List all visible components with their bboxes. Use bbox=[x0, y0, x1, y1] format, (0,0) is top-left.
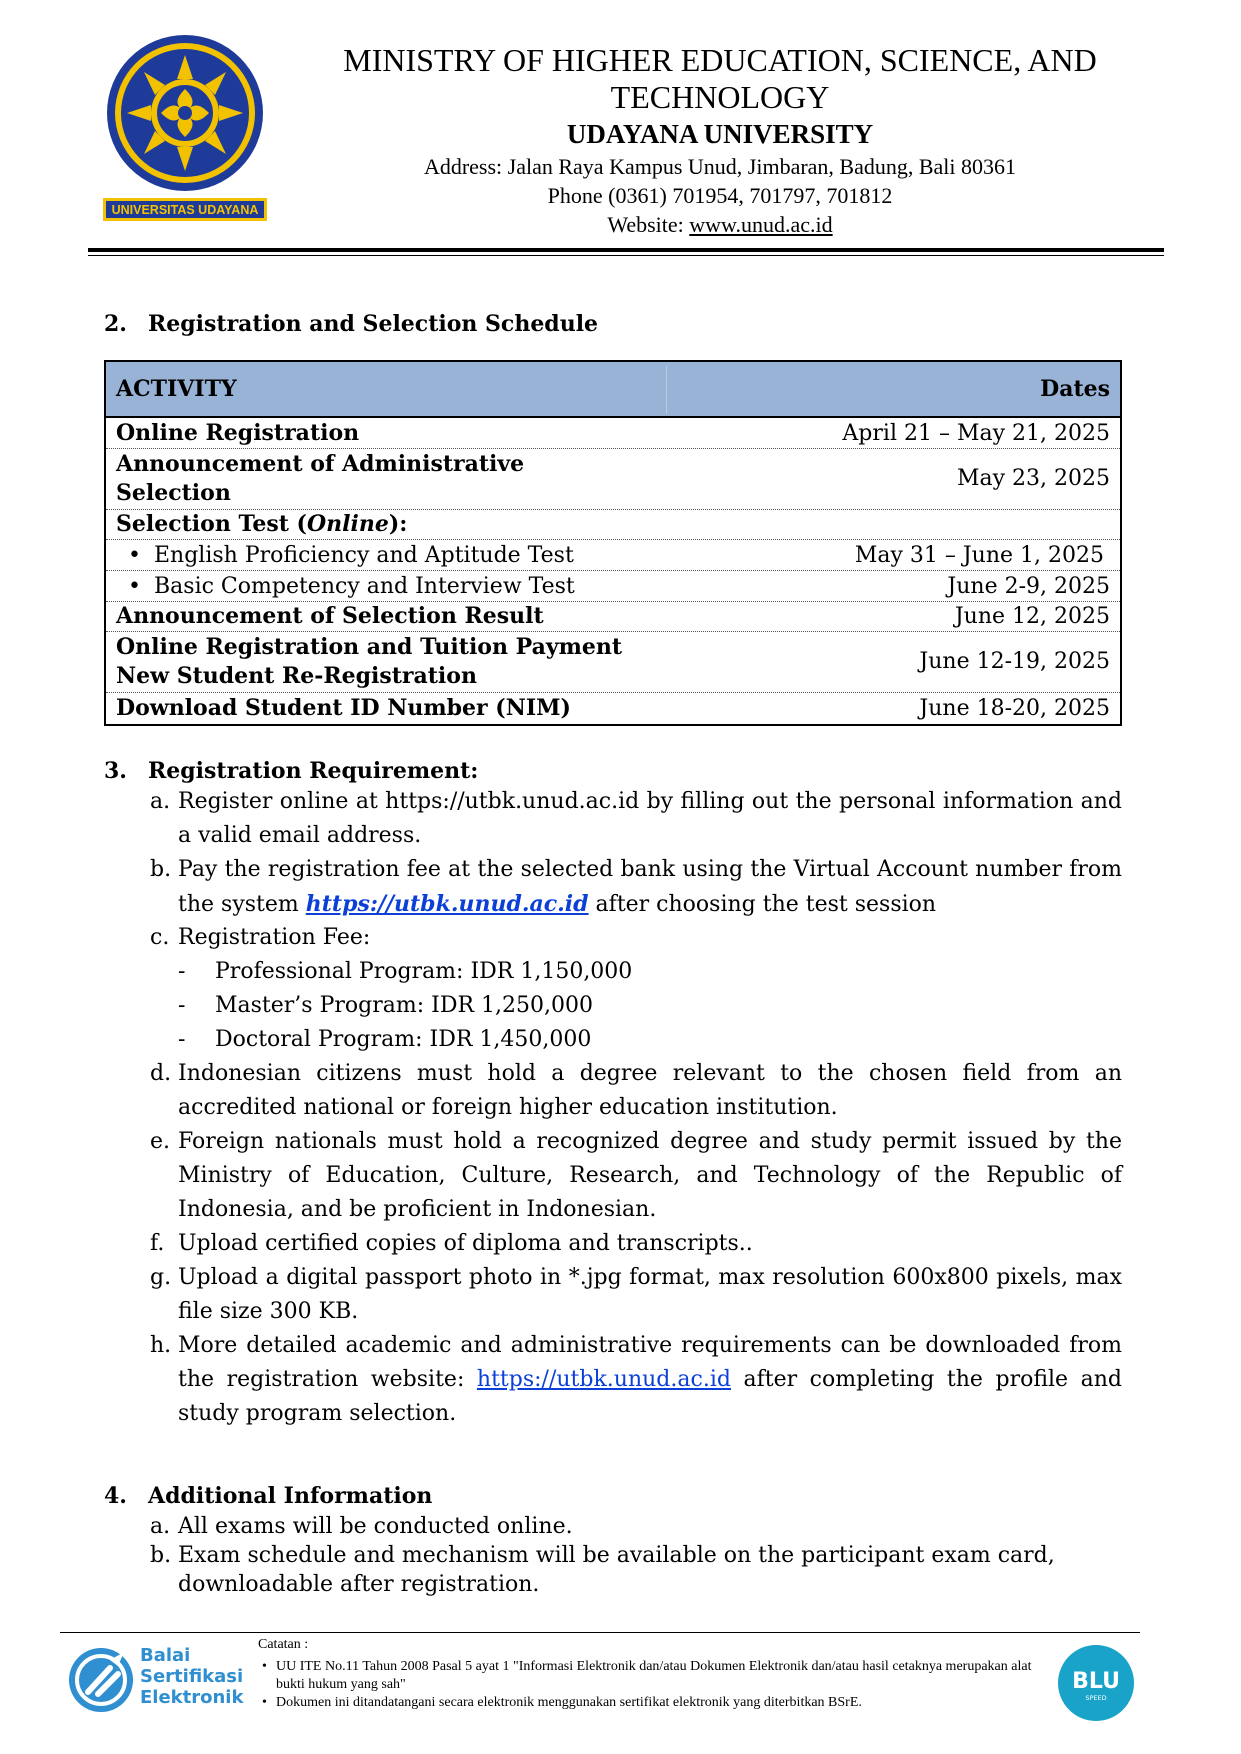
website-link[interactable]: www.unud.ac.id bbox=[689, 212, 833, 237]
item-text bbox=[178, 853, 1122, 922]
col-header-dates: Dates bbox=[1040, 376, 1110, 402]
date-cell: June 12-19, 2025 bbox=[919, 649, 1110, 674]
item-text-post: after choosing the test session bbox=[588, 892, 937, 917]
requirement-item-h bbox=[150, 1329, 1122, 1431]
item-marker: d. bbox=[150, 1061, 172, 1086]
activity-cell bbox=[116, 633, 622, 691]
section-2-number: 2. bbox=[104, 311, 127, 337]
registration-website-link[interactable]: https://utbk.unud.ac.id bbox=[476, 1367, 731, 1392]
item-text: Upload a digital passport photo in *.jpg format, max resolution 600x800 pixels, max file size 300 KB. bbox=[178, 1265, 1122, 1324]
item-marker: b. bbox=[150, 1543, 172, 1568]
table-row-basic-competency bbox=[106, 571, 1120, 602]
section-3-heading bbox=[104, 757, 478, 785]
activity-cell-line2: Selection bbox=[116, 480, 231, 506]
table-row-online-registration bbox=[106, 418, 1120, 449]
fee-text: Doctoral Program: IDR 1,450,000 bbox=[215, 1027, 592, 1052]
item-text-pre: Pay the registration fee at the selected bank using the Virtual Account number from the system bbox=[178, 857, 1122, 917]
header-rule-thin bbox=[88, 255, 1164, 256]
header-column-divider bbox=[666, 366, 667, 414]
section-4-title: Additional Information bbox=[148, 1483, 433, 1509]
activity-cell: Announcement of Selection Result bbox=[116, 603, 544, 629]
item-text: All exams will be conducted online. bbox=[178, 1514, 573, 1539]
section-3-number: 3. bbox=[104, 758, 127, 784]
phone-line: Phone (0361) 701954, 701797, 701812 bbox=[547, 183, 893, 208]
bsre-text bbox=[140, 1645, 243, 1708]
activity-cell: Online Registration bbox=[116, 420, 360, 446]
date-cell: June 12, 2025 bbox=[954, 604, 1110, 629]
registration-link[interactable]: https://utbk.unud.ac.id bbox=[305, 891, 589, 917]
note-title: Catatan : bbox=[258, 1637, 309, 1652]
fee-item-doctoral bbox=[178, 1023, 591, 1057]
footer-note bbox=[258, 1636, 1058, 1712]
table-row-administrative-announcement bbox=[106, 449, 1120, 510]
activity-text: Basic Competency and Interview Test bbox=[154, 574, 575, 599]
table-header-row bbox=[106, 362, 1120, 418]
dash-marker: - bbox=[178, 993, 186, 1018]
bsre-line2: Sertifikasi bbox=[140, 1666, 244, 1687]
fee-item-professional bbox=[178, 955, 632, 989]
item-marker: e. bbox=[150, 1129, 171, 1154]
table-row-selection-test bbox=[106, 510, 1120, 540]
header-rule-thick bbox=[88, 248, 1164, 252]
requirement-item-a bbox=[150, 785, 1122, 853]
col-header-activity: ACTIVITY bbox=[116, 376, 237, 402]
item-marker: g. bbox=[150, 1265, 172, 1290]
dash-marker: - bbox=[178, 959, 186, 984]
activity-text: English Proficiency and Aptitude Test bbox=[154, 543, 574, 568]
address-line: Address: Jalan Raya Kampus Unud, Jimbaran, Badung, Bali 80361 bbox=[423, 154, 1017, 179]
section-2-heading bbox=[104, 310, 598, 338]
dash-marker: - bbox=[178, 1027, 186, 1052]
date-cell: April 21 – May 21, 2025 bbox=[842, 421, 1110, 446]
item-marker: a. bbox=[150, 1514, 171, 1539]
activity-cell bbox=[116, 510, 407, 539]
activity-cell-line2: New Student Re-Registration bbox=[116, 663, 477, 689]
table-row-english-proficiency bbox=[106, 540, 1120, 571]
activity-suffix: ): bbox=[388, 511, 408, 537]
table-row-selection-result bbox=[106, 602, 1120, 632]
requirement-item-b bbox=[150, 853, 1122, 922]
item-marker: b. bbox=[150, 857, 172, 882]
date-cell: June 2-9, 2025 bbox=[947, 574, 1110, 599]
requirement-item-e bbox=[150, 1125, 1122, 1227]
item-text: Register online at https://utbk.unud.ac.id by filling out the personal information and a valid email address. bbox=[178, 789, 1122, 848]
blu-logo-icon bbox=[1057, 1644, 1135, 1722]
item-marker: c. bbox=[150, 925, 170, 950]
item-text bbox=[178, 1329, 1122, 1431]
fee-item-master bbox=[178, 989, 593, 1023]
section-4-heading bbox=[104, 1482, 432, 1510]
activity-cell-line1: Online Registration and Tuition Payment bbox=[116, 634, 623, 660]
activity-cell-line1: Announcement of Administrative bbox=[116, 451, 525, 477]
bullet-icon: • bbox=[128, 574, 141, 599]
requirement-item-d bbox=[150, 1057, 1122, 1125]
item-text: Indonesian citizens must hold a degree relevant to the chosen field from an accredited national or foreign higher education institution. bbox=[178, 1061, 1122, 1120]
note-item-1: • UU ITE No.11 Tahun 2008 Pasal 5 ayat 1 "Informasi Elektronik dan/atau Dokumen Elektronik dan/atau hasil cetaknya merupakan alat bukti hukum yang sah" bbox=[258, 1658, 1058, 1694]
bsre-line3: Elektronik bbox=[140, 1687, 244, 1708]
table-row-re-registration bbox=[106, 632, 1120, 693]
requirement-item-g bbox=[150, 1261, 1122, 1329]
table-row-download-nim bbox=[106, 693, 1120, 724]
university-name: UDAYANA UNIVERSITY bbox=[566, 119, 874, 149]
activity-cell bbox=[116, 541, 574, 570]
item-text: Upload certified copies of diploma and transcripts.. bbox=[178, 1231, 753, 1256]
activity-cell: Download Student ID Number (NIM) bbox=[116, 695, 571, 721]
bullet-icon: • bbox=[128, 543, 141, 568]
info-item-b bbox=[150, 1541, 1122, 1599]
activity-cell bbox=[116, 450, 524, 508]
item-marker: h. bbox=[150, 1333, 172, 1358]
requirement-item-c bbox=[150, 921, 1122, 955]
item-text-post: after completing the profile and study program selection. bbox=[178, 1367, 1122, 1426]
logo-caption: UNIVERSITAS UDAYANA bbox=[111, 203, 259, 217]
activity-online-em: Online bbox=[306, 511, 389, 537]
item-marker: a. bbox=[150, 789, 171, 814]
activity-cell bbox=[116, 572, 575, 601]
item-text: Foreign nationals must hold a recognized degree and study permit issued by the Ministry of Education, Culture, Research, and Technology of the Republic of Indonesia, and be proficient in Indonesian. bbox=[178, 1129, 1122, 1222]
requirement-item-f bbox=[150, 1227, 1122, 1261]
info-item-a bbox=[150, 1512, 1122, 1541]
footer-rule bbox=[60, 1632, 1140, 1633]
date-cell: May 31 – June 1, 2025 bbox=[854, 543, 1104, 568]
item-text: Registration Fee: bbox=[178, 925, 371, 950]
section-4-number: 4. bbox=[104, 1483, 127, 1509]
item-marker: f. bbox=[150, 1231, 165, 1256]
fee-text: Master’s Program: IDR 1,250,000 bbox=[215, 993, 593, 1018]
schedule-table bbox=[104, 360, 1122, 726]
bsre-line1: Balai bbox=[140, 1645, 191, 1666]
blu-text: BLU bbox=[1072, 1669, 1120, 1694]
fee-text: Professional Program: IDR 1,150,000 bbox=[215, 959, 633, 984]
date-cell: June 18-20, 2025 bbox=[919, 696, 1110, 721]
website-line bbox=[285, 210, 1155, 239]
website-label: Website: bbox=[607, 212, 690, 237]
item-text: Exam schedule and mechanism will be available on the participant exam card, downloadable after registration. bbox=[178, 1543, 1055, 1597]
date-cell: May 23, 2025 bbox=[956, 466, 1110, 491]
section-2-title: Registration and Selection Schedule bbox=[148, 311, 599, 337]
udayana-logo-icon bbox=[103, 33, 267, 221]
activity-prefix: Selection Test ( bbox=[116, 511, 307, 537]
note-item-2: • Dokumen ini ditandatangani secara elektronik menggunakan sertifikat elektronik yang diterbitkan BSrE. bbox=[258, 1694, 1058, 1712]
section-3-title: Registration Requirement: bbox=[148, 758, 479, 784]
blu-subtext: SPEED bbox=[1085, 1694, 1107, 1702]
item-text-pre: More detailed academic and administrative requirements can be downloaded from the registration website: bbox=[178, 1333, 1122, 1392]
ministry-title: MINISTRY OF HIGHER EDUCATION, SCIENCE, AND TECHNOLOGY bbox=[343, 42, 1097, 115]
